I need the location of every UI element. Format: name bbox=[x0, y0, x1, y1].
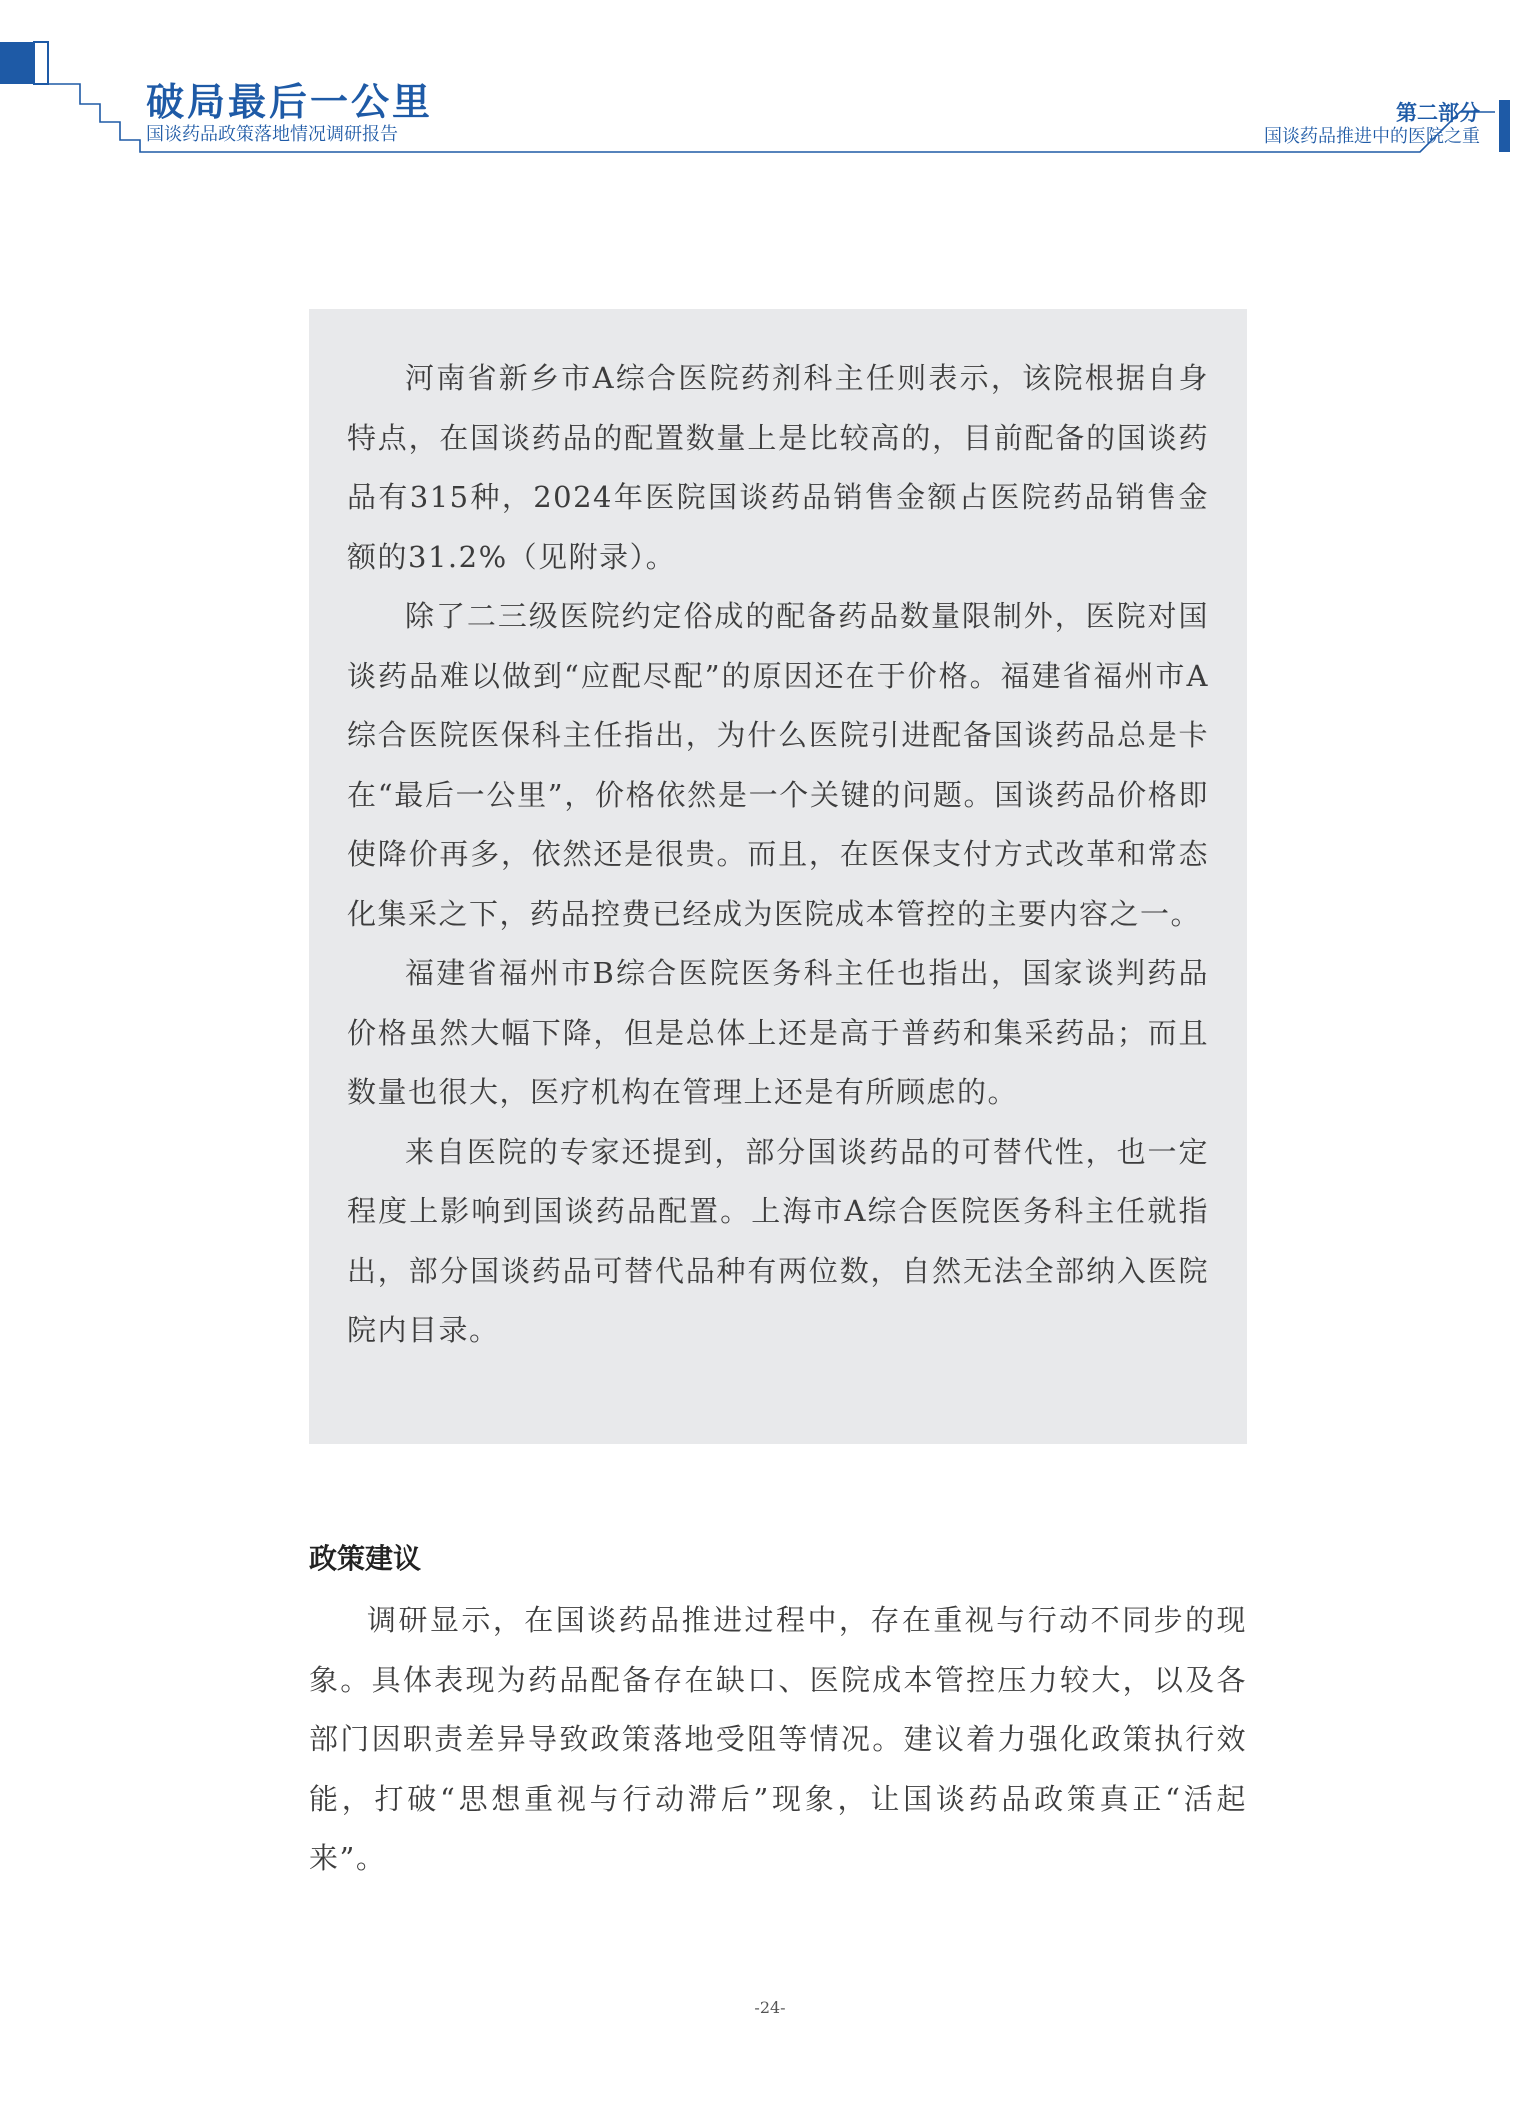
policy-body: 调研显示，在国谈药品推进过程中，存在重视与行动不同步的现象。具体表现为药品配备存在缺口、医院成本管控压力较大，以及各部门因职责差异导致政策落地受阻等情况。建议着力强化政策执行效能，打破“思想重视与行动滞后”现象，让国谈药品政策真正“活起来”。 bbox=[309, 1603, 1247, 1875]
report-title: 破局最后一公里 bbox=[146, 80, 434, 124]
policy-heading: 政策建议 bbox=[309, 1542, 422, 1575]
case-paragraph: 福建省福州市B综合医院医务科主任也指出，国家谈判药品价格虽然大幅下降，但是总体上还是高于普药和集采药品；而且数量也很大，医疗机构在管理上还是有所顾虑的。 bbox=[347, 956, 1209, 1109]
page-number: -24- bbox=[754, 1998, 786, 2017]
section-label: 第二部分 bbox=[1396, 101, 1480, 125]
case-study-box bbox=[309, 309, 1247, 1444]
header-corner-block bbox=[0, 42, 34, 84]
header-accent-bar bbox=[1499, 100, 1510, 152]
report-subtitle: 国谈药品政策落地情况调研报告 bbox=[146, 124, 398, 145]
header-corner-notch bbox=[34, 42, 48, 84]
section-subtitle: 国谈药品推进中的医院之重 bbox=[1264, 126, 1480, 147]
case-paragraph: 来自医院的专家还提到，部分国谈药品的可替代性，也一定程度上影响到国谈药品配置。上海市A综合医院医务科主任就指出，部分国谈药品可替代品种有两位数，自然无法全部纳入医院院内目录。 bbox=[347, 1134, 1209, 1347]
case-paragraph: 河南省新乡市A综合医院药剂科主任则表示，该院根据自身特点，在国谈药品的配置数量上是比较高的，目前配备的国谈药品有315种，2024年医院国谈药品销售金额占医院药品销售金额的31.2%（见附录）。 bbox=[347, 361, 1209, 574]
case-paragraph: 除了二三级医院约定俗成的配备药品数量限制外，医院对国谈药品难以做到“应配尽配”的原因还在于价格。福建省福州市A综合医院医保科主任指出，为什么医院引进配备国谈药品总是卡在“最后一公里”，价格依然是一个关键的问题。国谈药品价格即使降价再多，依然还是很贵。而且，在医保支付方式改革和常态化集采之下，药品控费已经成为医院成本管控的主要内容之一。 bbox=[347, 599, 1209, 931]
